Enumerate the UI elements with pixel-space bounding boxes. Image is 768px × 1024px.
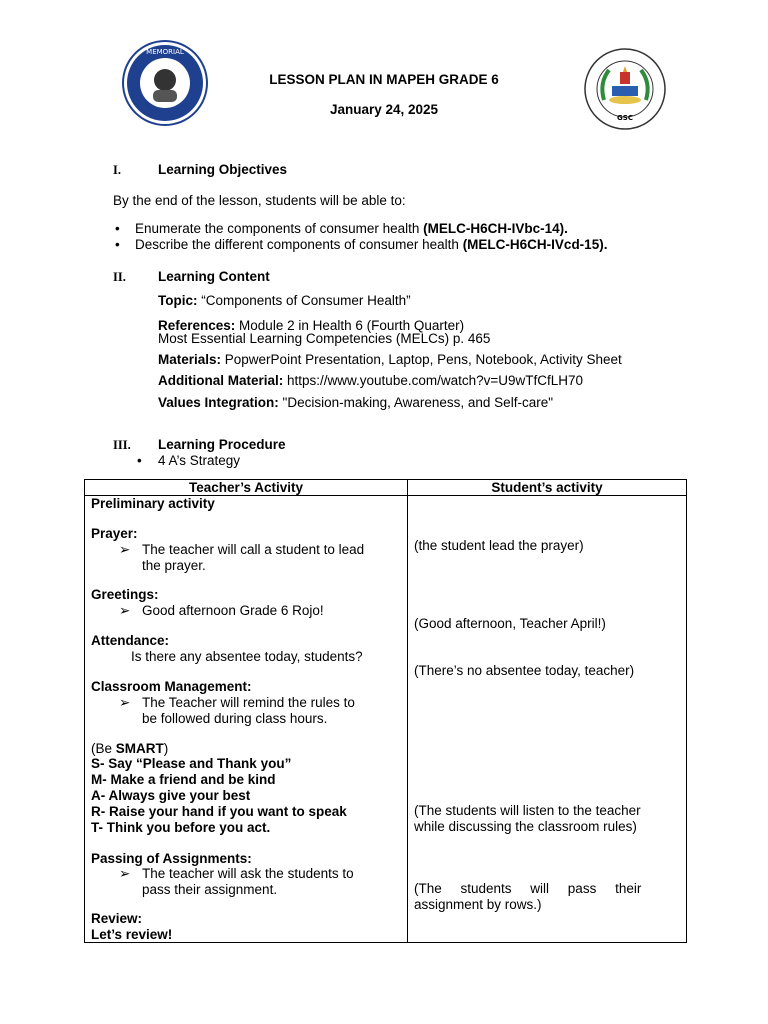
objective-item: • Describe the different components of consumer health (MELC-H6CH-IVcd-15). [113,237,713,253]
section-2-title: Learning Content [158,269,270,284]
arrow-bullet-icon: ➢ [119,866,131,881]
svg-text:MEMORIAL: MEMORIAL [146,48,184,56]
student-pass-line-1: (The students will pass their [414,881,642,896]
smart-t-rule: T- Think you before you act. [91,820,271,835]
lesson-date: January 24, 2025 [329,102,439,117]
strategy-list [135,453,240,469]
references-line: References: Module 2 in Health 6 (Fourth Quarter) [158,318,465,333]
classroom-line-1: The Teacher will remind the rules to [142,695,355,710]
classroom-line-2: be followed during class hours. [142,711,328,726]
classroom-management-heading: Classroom Management: [91,679,252,694]
objectives-intro: By the end of the lesson, students will be able to: [113,193,406,208]
section-3-title: Learning Procedure [158,437,286,452]
references-line-2: Most Essential Learning Competencies (MELCs) p. 465 [158,331,491,346]
page-title: LESSON PLAN IN MAPEH GRADE 6 [269,72,499,87]
passing-assignments-heading: Passing of Assignments: [91,851,252,866]
student-greeting-response: (Good afternoon, Teacher April!) [414,616,606,631]
attendance-item: Is there any absentee today, students? [131,649,363,664]
strategy-item: • 4 A’s Strategy [135,453,240,469]
materials-line: Materials: PopwerPoint Presentation, Laptop, Pens, Notebook, Activity Sheet [158,352,622,367]
prayer-line-1: The teacher will call a student to lead [142,542,365,557]
smart-r-rule: R- Raise your hand if you want to speak [91,804,347,819]
procedure-table [84,479,687,943]
student-activity-cell [408,496,687,943]
arrow-bullet-icon: ➢ [119,695,131,710]
student-attendance-response: (There’s no absentee today, teacher) [414,663,635,678]
topic-line: Topic: “Components of Consumer Health” [158,293,411,308]
passing-line-1: The teacher will ask the students to [142,866,354,881]
teacher-activity-header: Teacher’s Activity [85,480,408,496]
prayer-line-2: the prayer. [142,558,206,573]
attendance-heading: Attendance: [91,633,170,648]
passing-line-2: pass their assignment. [142,882,278,897]
student-rules-line-2: while discussing the classroom rules) [414,819,637,834]
be-smart-line: (Be SMART) [91,741,169,756]
additional-material-line: Additional Material: https://www.youtube.com/watch?v=U9wTfCfLH70 [158,373,584,388]
objective-item: • Enumerate the components of consumer health (MELC-H6CH-IVbc-14). [113,221,713,237]
greetings-heading: Greetings: [91,587,159,602]
student-pass-line-2: assignment by rows.) [414,897,542,912]
prayer-heading: Prayer: [91,526,138,541]
teacher-activity-cell [85,496,408,943]
section-1-title: Learning Objectives [158,162,288,177]
section-1-numeral: I. [113,163,121,177]
smart-a-rule: A- Always give your best [91,788,251,803]
values-integration-line: Values Integration: "Decision-making, Awareness, and Self-care" [158,395,553,410]
arrow-bullet-icon: ➢ [119,542,131,557]
review-item: Let’s review! [91,927,173,942]
section-3-numeral: III. [113,438,131,452]
smart-m-rule: M- Make a friend and be kind [91,772,276,787]
student-prayer-response: (the student lead the prayer) [414,538,584,553]
school-seal-logo [584,48,666,130]
smart-s-rule: S- Say “Please and Thank you” [91,756,292,771]
section-2-numeral: II. [113,270,126,284]
preliminary-heading: Preliminary activity [91,496,215,511]
student-activity-header: Student’s activity [408,480,687,496]
greetings-item: Good afternoon Grade 6 Rojo! [142,603,324,618]
arrow-bullet-icon: ➢ [119,603,131,618]
review-heading: Review: [91,911,143,926]
svg-text:GSC: GSC [617,114,633,122]
student-rules-line-1: (The students will listen to the teacher [414,803,641,818]
objectives-list [113,221,713,253]
